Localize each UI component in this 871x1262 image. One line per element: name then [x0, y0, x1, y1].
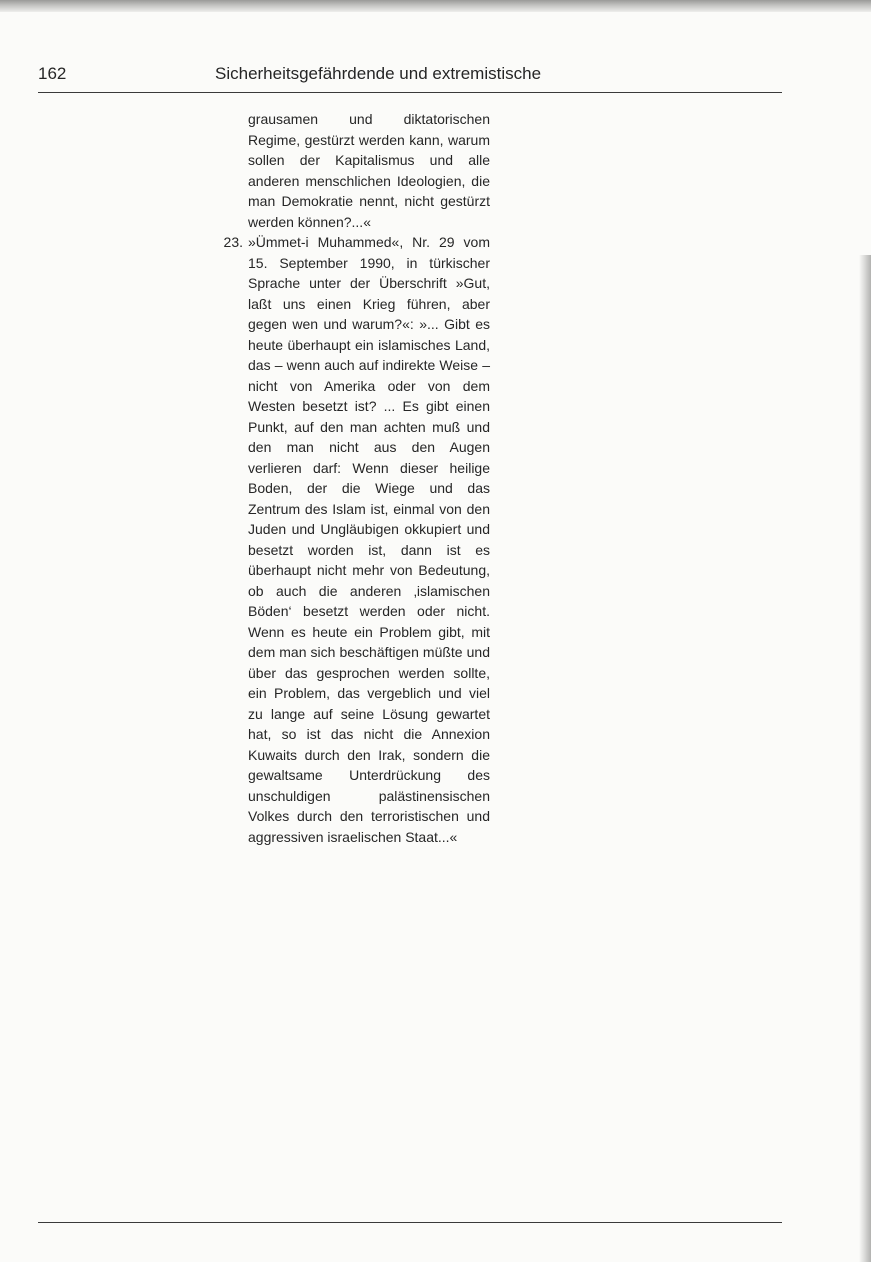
footnote-text: »Ümmet-i Muhammed«, Nr. 29 vom 15. September 1990, in türkischer Sprache unter der Überschrift »Gut, laßt uns einen Krieg führen, aber gegen wen und warum?«: »... Gibt es heute überhaupt ein islamisches Land, das – wenn auch auf indirekte Weise – nicht von Amerika oder von dem Westen besetzt ist? ... Es gibt einen Punkt, auf den man achten muß und den man nicht aus den Augen verlieren darf: Wenn dieser heilige Boden, der die Wiege und das Zentrum des Islam ist, einmal von den Juden und Ungläubigen okkupiert und besetzt worden ist, dann ist es überhaupt nicht mehr von Bedeutung, ob auch die anderen ‚islamischen Böden‘ besetzt werden oder nicht. Wenn es heute ein Problem gibt, mit dem man sich beschäftigen müßte und über das gesprochen werden sollte, ein Problem, das vergeblich und viel zu lange auf seine Lösung gewartet hat, so ist das nicht die Annexion Kuwaits durch den Irak, sondern die gewaltsame Unterdrückung des unschuldigen palästinensischen Volkes durch den terroristischen und aggressiven israelischen Staat...« [248, 234, 490, 845]
page-header [38, 62, 782, 86]
running-title: Sicherheitsgefährdende und extremistische [215, 64, 542, 83]
scan-shadow-right [859, 255, 871, 1262]
page-number: 162 [38, 64, 67, 83]
header-rule [38, 92, 782, 93]
continuation-paragraph: grausamen und diktatorischen Regime, gestürzt werden kann, warum sollen der Kapitalismus und alle anderen menschlichen Ideologien, die man Demokratie nennt, nicht gestürzt werden können?...« [248, 111, 490, 230]
footer-rule [38, 1222, 782, 1223]
text-column [223, 109, 490, 847]
footnote-23 [223, 232, 490, 847]
footnote-number: 23. [223, 234, 243, 250]
scan-shadow-top [0, 0, 871, 12]
